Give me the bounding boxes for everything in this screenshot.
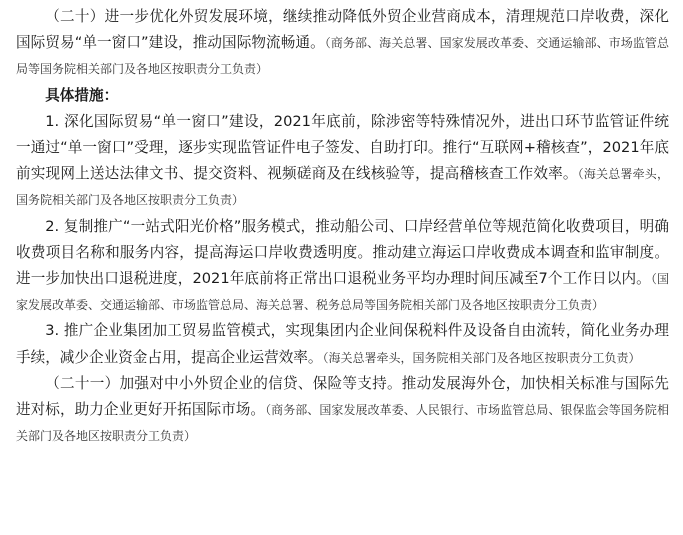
- measure-3-text: 3. 推广企业集团加工贸易监管模式，实现集团内企业间保税料件及设备自由流转，简化业务办理手续，减少企业资金占用，提高企业运营效率。: [16, 322, 669, 366]
- measure-3-responsibility-note: （海关总署牵头，国务院相关部门及各地区按职责分工负责）: [322, 350, 641, 365]
- measures-heading: 具体措施：: [45, 86, 119, 104]
- measure-2-responsibility-note: （国家发展改革委、交通运输部、市场监管总局、海关总署、税务总局等国务院相关部门及各地区按职责分工负责）: [16, 272, 669, 313]
- measure-2-text: 2. 复制推广“一站式阳光价格”服务模式，推动船公司、口岸经营单位等规范简化收费项目，明确收费项目名称和服务内容，提高海运口岸收费透明度。推动建立海运口岸收费成本调查和监审制度。进一步加快出口退税进度，2021年底前将正常出口退税业务平均办理时间压减至7个工作日以内。: [16, 217, 669, 288]
- section-20-text: （二十）进一步优化外贸发展环境，继续推动降低外贸企业营商成本，清理规范口岸收费，深化国际贸易“单一窗口”建设，推动国际物流畅通。: [16, 8, 669, 52]
- section-21-text: （二十一）加强对中小外贸企业的信贷、保险等支持。推动发展海外仓，加快相关标准与国际先进对标，助力企业更好开拓国际市场。: [16, 374, 669, 419]
- measure-3-paragraph: [16, 318, 669, 370]
- measure-2-paragraph: [16, 214, 669, 319]
- section-21-paragraph: [16, 371, 669, 450]
- section-21-responsibility-note: （商务部、国家发展改革委、人民银行、市场监管总局、银保监会等国务院相关部门及各地区按职责分工负责）: [16, 403, 669, 444]
- measure-1-paragraph: [16, 109, 669, 214]
- measure-1-responsibility-note: （海关总署牵头，国务院相关部门及各地区按职责分工负责）: [16, 167, 669, 208]
- section-20-responsibility-note: （商务部、海关总署、国家发展改革委、交通运输部、市场监管总局等国务院相关部门及各地区按职责分工负责）: [16, 36, 669, 77]
- measure-1-text: 1. 深化国际贸易“单一窗口”建设，2021年底前，除涉密等特殊情况外，进出口环节监管证件统一通过“单一窗口”受理，逐步实现监管证件电子签发、自助打印。推行“互联网+稽核查”，2021年底前实现网上送达法律文书、提交资料、视频磋商及在线核验等，提高稽核查工作效率。: [16, 112, 669, 183]
- section-20-paragraph: [16, 4, 669, 83]
